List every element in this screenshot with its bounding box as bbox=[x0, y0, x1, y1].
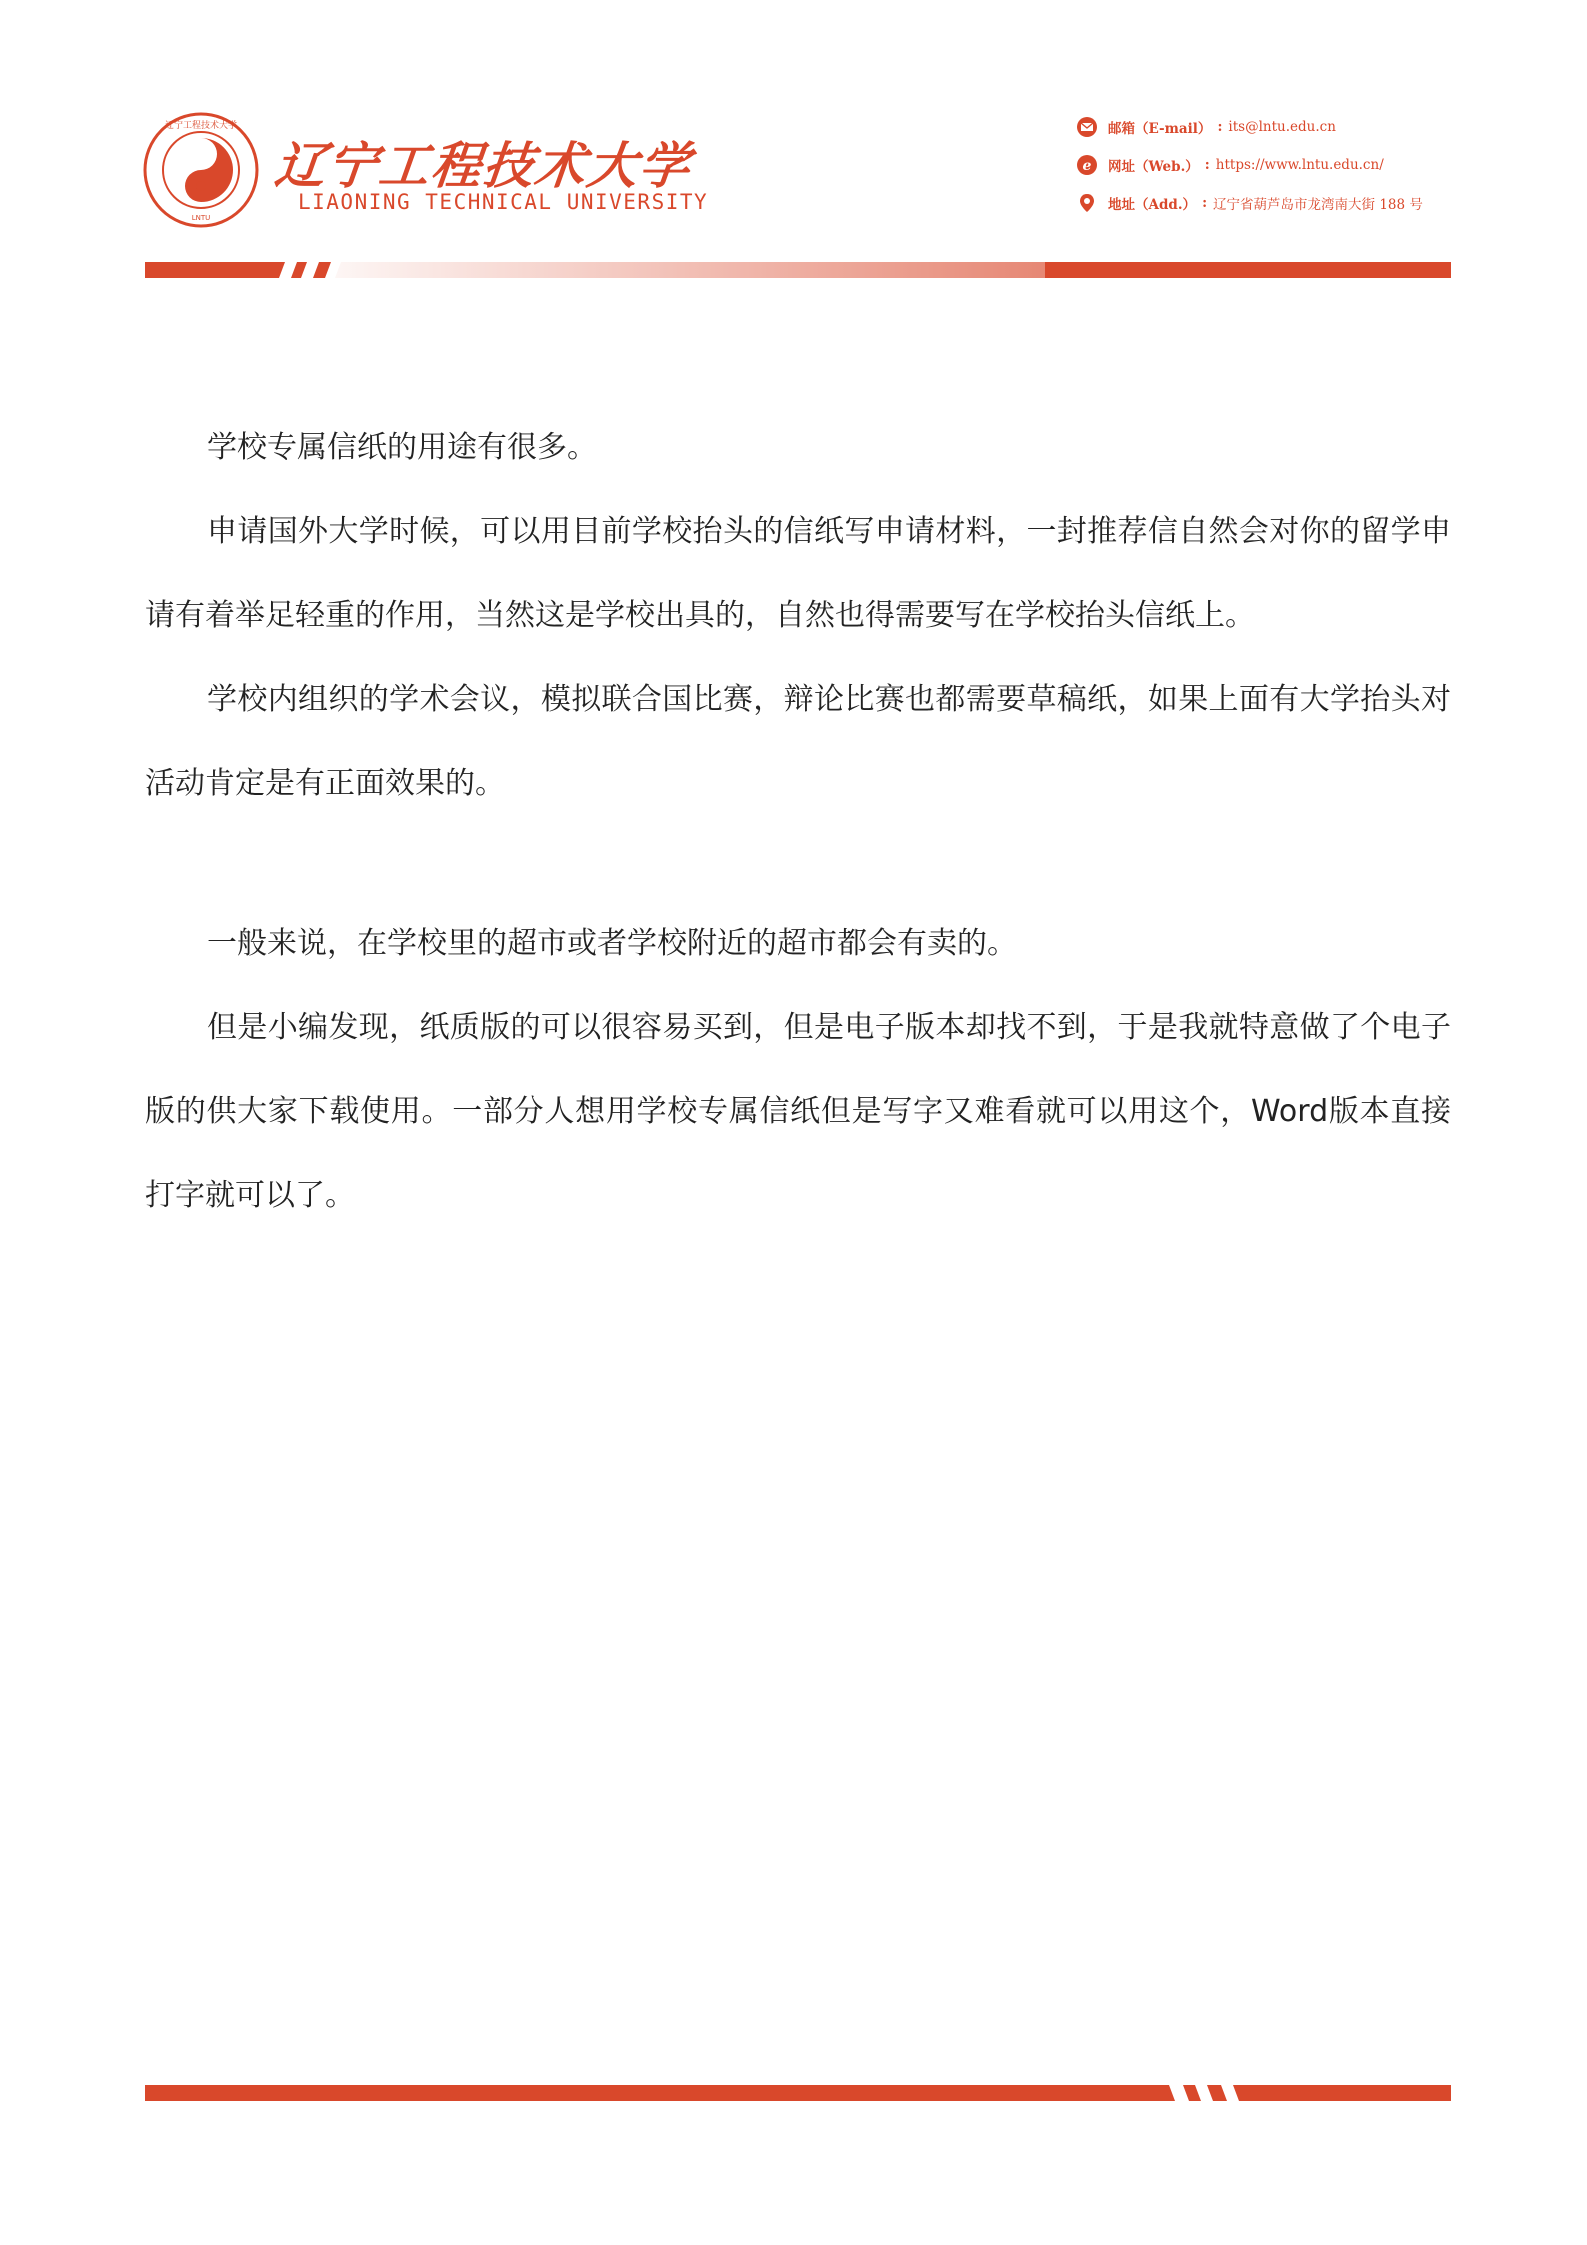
paragraph: 学校专属信纸的用途有很多。 bbox=[207, 430, 597, 465]
paragraph: 申请国外大学时候，可以用目前学校抬头的信纸写申请材料，一封推荐信自然会对你的留学申请有着举足轻重的作用，当然这是学校出具的，自然也得需要写在学校抬头信纸上。 bbox=[145, 514, 1451, 633]
mail-icon bbox=[1076, 116, 1098, 138]
contact-email-row bbox=[1076, 108, 1516, 146]
paragraph: 但是小编发现，纸质版的可以很容易买到，但是电子版本却找不到，于是我就特意做了个电子版的供大家下载使用。一部分人想用学校专属信纸但是写字又难看就可以用这个，Word版本直接打字就可以了。 bbox=[145, 1010, 1451, 1213]
contact-email-value[interactable]: its@lntu.edu.cn bbox=[1228, 119, 1336, 135]
svg-text:LNTU: LNTU bbox=[191, 214, 211, 222]
contact-web-row bbox=[1076, 146, 1516, 184]
svg-text:e: e bbox=[1082, 158, 1092, 174]
paragraph: 一般来说，在学校里的超市或者学校附近的超市都会有卖的。 bbox=[207, 926, 1017, 961]
university-name-english: LIAONING TECHNICAL UNIVERSITY bbox=[298, 190, 709, 214]
university-name-chinese: 辽宁工程技术大学 bbox=[272, 136, 695, 195]
university-seal-logo bbox=[143, 112, 259, 228]
header-divider-bar bbox=[145, 262, 1451, 278]
svg-text:辽宁工程技术大学: 辽宁工程技术大学 bbox=[164, 121, 238, 131]
letterhead-header bbox=[0, 0, 1587, 290]
location-pin-icon bbox=[1076, 192, 1098, 214]
contact-web-label: 网址（Web.） bbox=[1108, 159, 1199, 175]
contact-email-label: 邮箱（E-mail） bbox=[1108, 121, 1212, 137]
contact-web-value[interactable]: https://www.lntu.edu.cn/ bbox=[1215, 157, 1384, 173]
contact-address-row bbox=[1076, 184, 1516, 222]
footer-divider-bar bbox=[145, 2085, 1451, 2101]
contact-separator: : bbox=[1202, 195, 1208, 211]
contact-separator: : bbox=[1204, 157, 1210, 173]
paragraph: 学校内组织的学术会议，模拟联合国比赛，辩论比赛也都需要草稿纸，如果上面有大学抬头对活动肯定是有正面效果的。 bbox=[145, 682, 1451, 801]
contact-separator: : bbox=[1217, 119, 1223, 135]
contact-address-label: 地址（Add.） bbox=[1108, 197, 1197, 213]
contact-address-value: 辽宁省葫芦岛市龙湾南大街 188 号 bbox=[1213, 197, 1423, 213]
paragraph-spacer bbox=[145, 826, 1451, 902]
web-icon bbox=[1076, 154, 1098, 176]
letter-body bbox=[145, 406, 1451, 1238]
contact-info bbox=[1076, 108, 1516, 222]
